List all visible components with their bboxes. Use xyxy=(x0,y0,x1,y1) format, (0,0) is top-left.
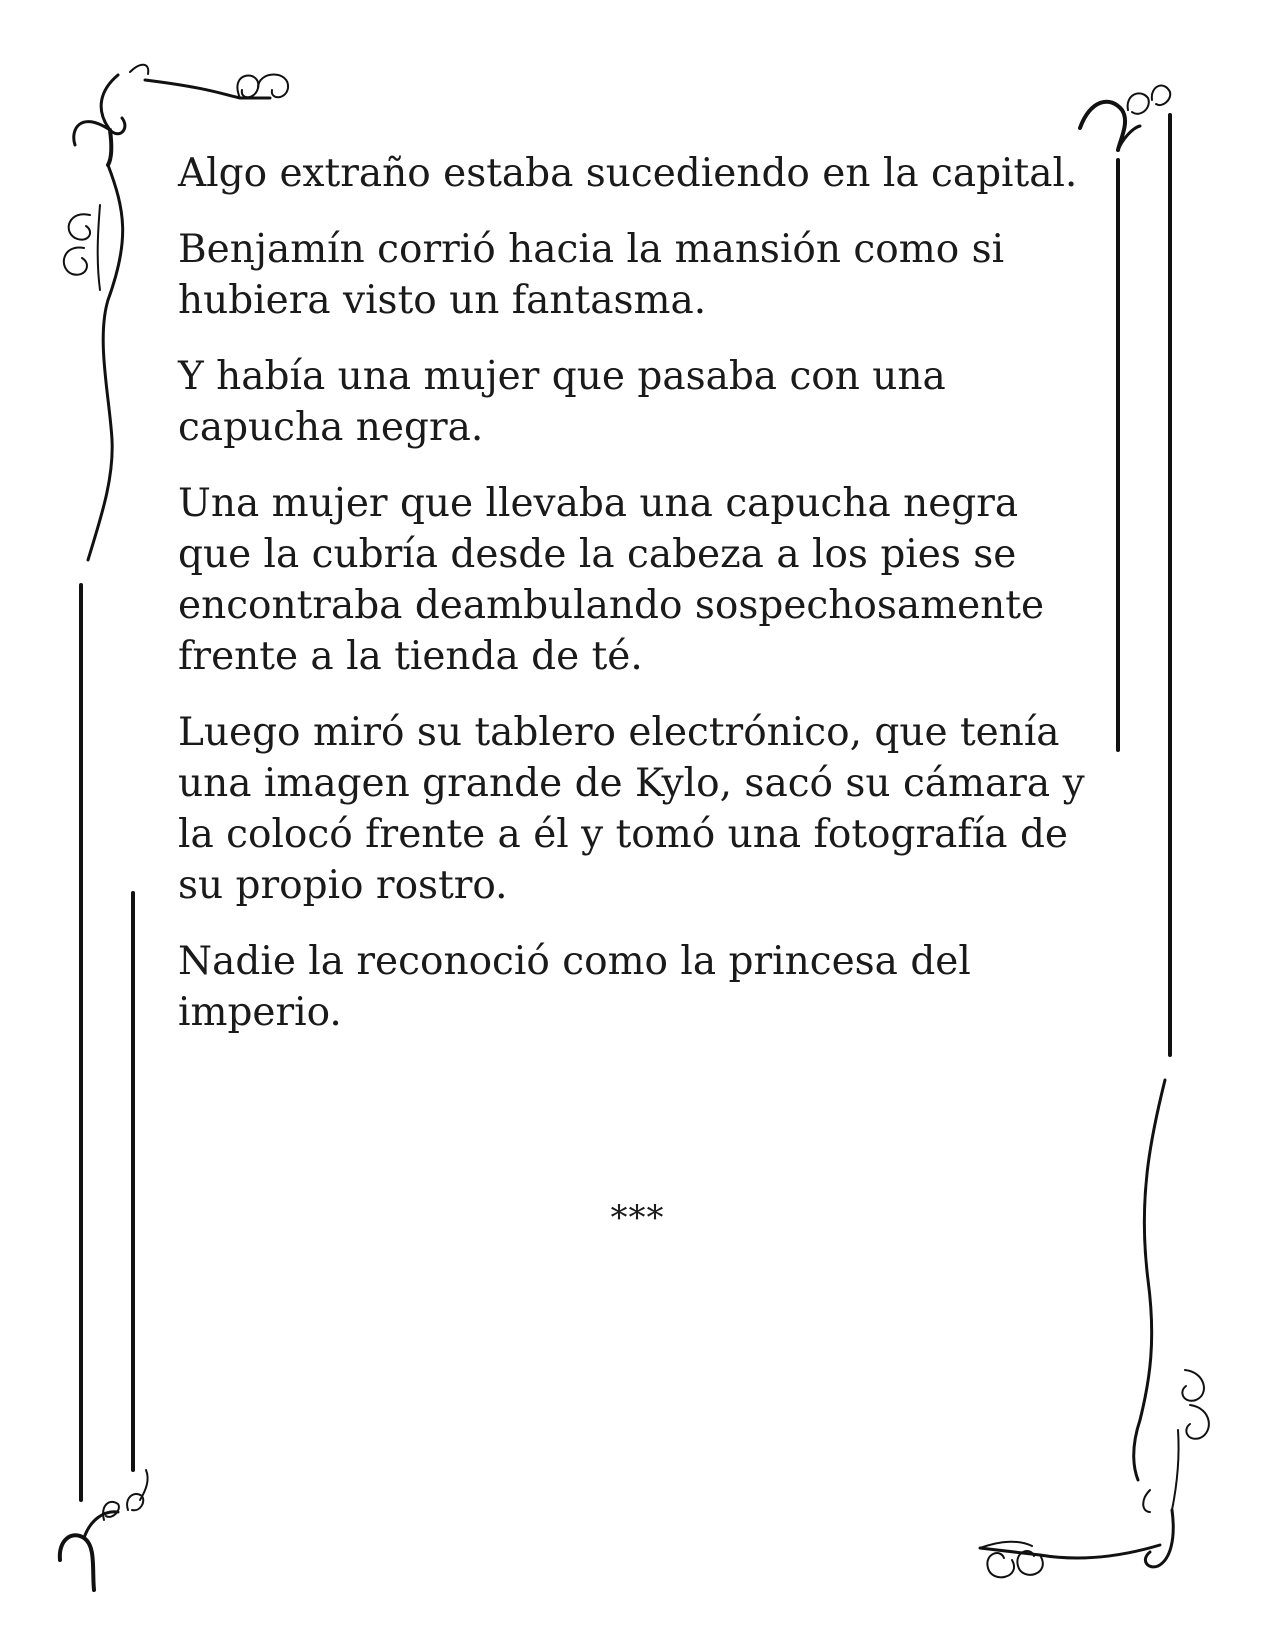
story-text xyxy=(178,148,1098,1063)
paragraph: Luego miró su tablero electrónico, que tenía una imagen grande de Kylo, sacó su cámara y la colocó frente a él y tomó una fotografía de su propio rostro. xyxy=(178,710,1085,908)
flourish-top-right xyxy=(1080,86,1170,150)
paragraph: Algo extraño estaba sucediendo en la capital. xyxy=(178,151,1078,196)
scene-separator: *** xyxy=(610,1198,665,1238)
paragraph: Una mujer que llevaba una capucha negra que la cubría desde la cabeza a los pies se encontraba deambulando sospechosamente frente a la tienda de té. xyxy=(178,481,1045,679)
paragraph: Benjamín corrió hacia la mansión como si hubiera visto un fantasma. xyxy=(178,227,1005,323)
flourish-bottom-left xyxy=(60,1470,148,1590)
flourish-bottom-right xyxy=(980,1080,1209,1577)
paragraph: Y había una mujer que pasaba con una capucha negra. xyxy=(178,354,946,450)
paragraph: Nadie la reconoció como la princesa del imperio. xyxy=(178,939,971,1035)
